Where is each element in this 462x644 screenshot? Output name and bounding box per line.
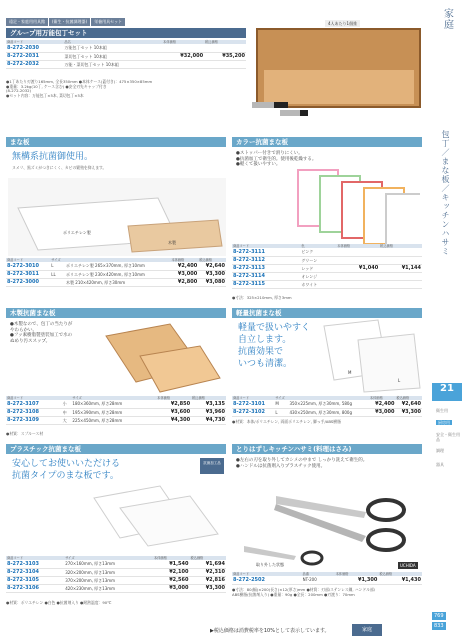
scissors-table: 商品コード 品番 本体価格 税込価格 8-272-2502 NT-200 ¥1,300 ¥1,430 <box>233 572 421 583</box>
table-row: 8-272-3113 レッド ¥1,040 ¥1,144 <box>233 264 421 271</box>
scissors-image: 取り外した状態 <box>236 476 422 572</box>
plastic-board-image <box>90 478 224 548</box>
section-title-wood-board: 木製抗菌まな板 <box>6 308 226 318</box>
tag: 栄養用具セット <box>91 18 125 26</box>
wood-board-table: 商品コード サイズ 本体価格 税込価格 8-272-3107 小 180×360mm, 厚さ28mm ¥2,850 ¥3,135 8-272-3108 中 195×390mm, 厚さ28mm ¥3,600 ¥3,960 8-272-3109 大 225×450mm, 厚さ28mm ¥4,300 ¥4,730 <box>7 396 225 423</box>
table-row: 8-272-2030 万能包丁セット 10本組 <box>6 44 246 52</box>
table-row: 8-272-3109 大 225×450mm, 厚さ28mm ¥4,300 ¥4,730 <box>7 416 225 423</box>
page-ref[interactable]: 769 <box>434 613 444 619</box>
table-row: 8-272-3102 L 430×250mm, 厚さ30mm, 800g ¥3,000 ¥3,300 <box>233 408 421 415</box>
color-board-bullets: ●ストッパー付きで滑りにくい。 ●抗菌加工で衛生的。使用後乾燥する。 ●軽くて扱いやすい。 <box>236 151 317 168</box>
table-row: 8-272-3107 小 180×360mm, 厚さ28mm ¥2,850 ¥3,135 <box>7 400 225 407</box>
footer-page-label: 家庭 <box>352 624 382 636</box>
sidebar-link-active[interactable]: 厨房用 <box>438 420 450 425</box>
table-row: 8-272-3106 420×230mm, 厚さ13mm ¥3,000 ¥3,300 <box>7 584 225 591</box>
knife-set-table: 商品コード 品名 本体価格 税込価格 8-272-2030 万能包丁セット 10本組 8-272-2031 菜切包丁セット 10本組 ¥32,000 ¥35,200 8-272-2032 万能・菜切包丁セット 10本組 <box>7 40 245 67</box>
subcategory-label: 包丁／まな板／キッチンハサミ <box>441 130 450 256</box>
sidebar-link[interactable]: 衛生用 <box>436 408 448 413</box>
cutting-board-image: ポリエチレン製 木製 <box>8 178 226 256</box>
category-tags <box>6 18 125 26</box>
light-board-table: 商品コード サイズ 本体価格 税込価格 8-272-3101 M 350×225mm, 厚さ30mm, 580g ¥2,400 ¥2,640 8-272-3102 L 430×250mm, 厚さ30mm, 800g ¥3,000 ¥3,300 <box>233 396 421 415</box>
section-title-plastic-board: プラスチック抗菌まな板 <box>6 444 226 454</box>
table-row: 8-272-3104 320×200mm, 厚さ13mm ¥2,100 ¥2,310 <box>7 568 225 575</box>
knife-image <box>250 92 310 122</box>
table-row: 8-272-3101 M 350×225mm, 厚さ30mm, 580g ¥2,400 ¥2,640 <box>233 400 421 407</box>
category-label: 家庭 <box>441 8 453 30</box>
table-row: 8-272-3000 木製 210×420mm, 厚さ30mm ¥2,800 ¥3,080 <box>7 278 225 285</box>
color-board-note: ●寸法：325×210mm, 厚さ3mm <box>232 295 292 300</box>
table-row: 8-272-3103 270×160mm, 厚さ13mm ¥1,540 ¥1,694 <box>7 560 225 567</box>
cutting-board-table: 商品コード サイズ 本体価格 税込価格 8-272-3010 L ポリエチレン製 265×370mm, 厚さ10mm ¥2,400 ¥2,640 8-272-3011 LL ポリエチレン製 230×420mm, 厚さ10mm ¥3,000 ¥3,300 8-272-3000 木製 210×420mm, 厚さ30mm ¥2,800 ¥3,080 <box>7 258 225 285</box>
plastic-board-table: 商品コード サイズ 本体価格 税込価格 8-272-3103 270×160mm, 厚さ13mm ¥1,540 ¥1,694 8-272-3104 320×200mm, 厚さ13mm ¥2,100 ¥2,310 8-272-3105 370×200mm, 厚さ13mm ¥2,560 ¥2,816 8-272-3106 420×230mm, 厚さ13mm ¥3,000 ¥3,300 <box>7 556 225 591</box>
antibacterial-badge: 抗菌加工品 <box>200 458 224 474</box>
section-title-cutting-board: まな板 <box>6 137 226 147</box>
table-row: 8-272-3114 オレンジ <box>232 272 422 280</box>
tag: (衛生・抗菌調理器) <box>49 18 90 26</box>
cutting-board-sub: ヌメリ、黒ズミがつきにくく、カビの繁殖を抑えます。 <box>12 165 107 170</box>
sidebar-link[interactable]: 安全・衛生用品 <box>436 432 460 442</box>
table-row: 8-272-3011 LL ポリエチレン製 230×420mm, 厚さ10mm ¥3,000 ¥3,300 <box>7 270 225 277</box>
table-row: 8-272-3111 ピンク <box>232 248 422 256</box>
light-board-image: M L <box>318 316 422 394</box>
section-title-light-board: 軽量抗菌まな板 <box>232 308 422 318</box>
plastic-board-note: ●材質：ポリエチレン ●白色 ●抗菌剤入り ●耐熱温度：90℃ <box>6 600 112 605</box>
tag: 遠足・家庭用用具館 <box>6 18 48 26</box>
table-row: 8-272-2031 菜切包丁セット 10本組 ¥32,000 ¥35,200 <box>7 52 245 59</box>
wood-board-bullets: ●木製なので、包丁の当たりが やわらかい。 ●フッ素樹脂製塗装加工で水の ぬめり汚ススップ。 <box>10 322 73 344</box>
sidebar-link[interactable]: 調理 <box>436 448 444 453</box>
plastic-board-callout: 安心してお使いいただける 抗菌タイプのまな板です。 <box>12 459 121 481</box>
top-note: 4人あたり1個推 <box>325 20 360 27</box>
right-sidebar <box>432 0 462 644</box>
section-title-knife-set: グループ用万能包丁セット <box>6 28 246 38</box>
scissors-notes: ●寸法：80(幅)×200(長さ)×12(厚さ)mm ●材質：刃部/ステンレス鋼, ハンドル部/ ABS樹脂(抗菌剤入り) ●重量：90g ●全長：200mm ●刃渡り：70mm <box>232 587 376 597</box>
color-board-table: 商品コード 色 本体価格 税込価格 8-272-3111 ピンク 8-272-3112 グリーン 8-272-3113 レッド ¥1,040 ¥1,144 8-272-3114 オレンジ 8-272-3115 ホワイト <box>233 244 421 287</box>
table-row: 8-272-3105 370×200mm, 厚さ13mm ¥2,560 ¥2,816 <box>7 576 225 583</box>
brand-logo: UCHIDA <box>400 563 416 568</box>
light-board-callout: 軽量で扱いやすく 自立します。 抗菌効果で いつも清潔。 <box>238 323 311 369</box>
page-number-tab: 21 <box>432 383 462 401</box>
knife-set-notes: ●1丁あたり刃渡り165mm, 全長350mm ●本体ケース(蓋付き)：475×350×85mm ●重量：3.2kg(10丁, ケース含む) ●安全刃先キャップ付き (8-272-2032) ●セット内容：万能包丁×5本, 菜切包丁×5本 <box>6 79 153 99</box>
color-board-image <box>290 160 420 245</box>
page-ref-2[interactable]: 833 <box>434 623 444 629</box>
wood-board-image <box>100 316 226 396</box>
table-row: 8-272-3108 中 195×390mm, 厚さ28mm ¥3,600 ¥3,960 <box>7 408 225 415</box>
section-title-scissors: とりはずしキッチンハサミ(料理はさみ) <box>232 444 422 454</box>
scissors-bullets: ●左右の刃を取り外してカシメの中まで しっかり洗えて衛生的。 ●ハンドルは抗菌剤入りプラスチック使用。 <box>236 458 368 469</box>
table-row: 8-272-2502 NT-200 ¥1,300 ¥1,430 <box>233 576 421 583</box>
wood-board-note: ●材質：スプルース材 <box>6 431 44 436</box>
table-row: 8-272-3010 L ポリエチレン製 265×370mm, 厚さ10mm ¥2,400 ¥2,640 <box>7 262 225 269</box>
footer-tax-note: ▶税込価格は消費税率を10%として表示しています。 <box>210 628 330 634</box>
sidebar-link[interactable]: 器具 <box>436 462 444 467</box>
cutting-board-callout: 無構系抗菌御使用。 <box>12 152 94 162</box>
table-row: 8-272-3112 グリーン <box>232 256 422 264</box>
light-board-note: ●材質：本体/ポリエチレン, 両面ポリエチレン, 脚っ手/ABS樹脂 <box>232 419 341 424</box>
table-row: 8-272-2032 万能・菜切包丁セット 10本組 <box>6 60 246 68</box>
section-title-color-board: カラー抗菌まな板 <box>232 137 422 147</box>
color-swatch <box>386 194 420 245</box>
table-row: 8-272-3115 ホワイト <box>232 280 422 288</box>
